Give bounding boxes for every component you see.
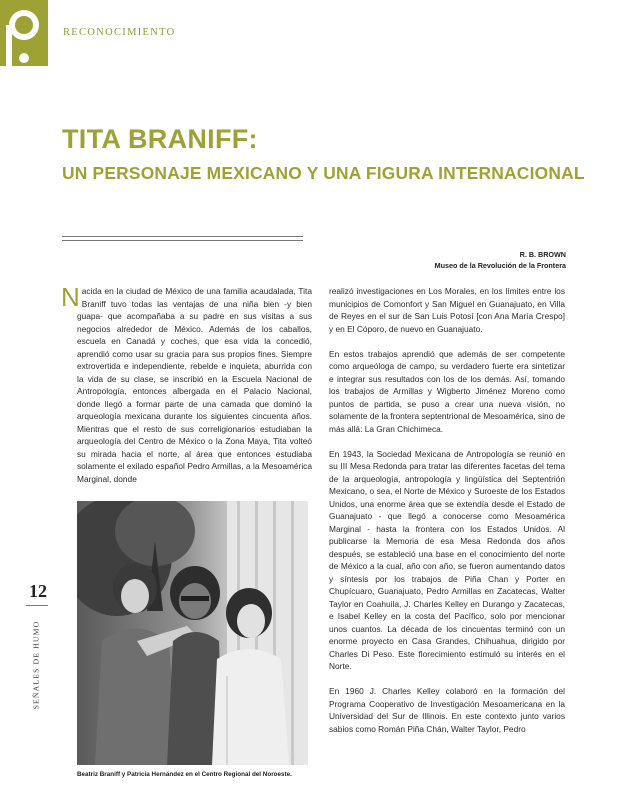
right-column	[329, 285, 565, 748]
author-name: R. B. BROWN	[519, 250, 566, 259]
section-label: RECONOCIMIENTO	[63, 27, 176, 38]
paragraph: En 1943, la Sociedad Mexicana de Antropología se reunió en su III Mesa Redonda para tratar las diferentes facetas del tema de la arqueología, antropología y lingüística del Septentrión Mexicano, o sea, el Norte de México y Suroeste de los Estados Unidos, una enorme área que se extendía desde el Estado de Guanajuato - que llegó a conocerse como Mesoamérica Marginal - hasta la frontera con los Estados Unidos. Al publicarse la Memoria de esa Mesa Redonda dos años después, se estableció una base en el conocimiento del norte de México a la cual, año con año, se fueron aumentando datos y síntesis por los trabajos de Piña Chan y Porter en Chupícuaro, Guanajuato, Pedro Armillas en Zacatecas, Walter Taylor en Coahuila, J. Charles Kelley en Durango y Zacatecas, e Isabel Kelley en la costa del Pacífico, solo por mencionar unos cuantos. La década de los cincuentas terminó con un enorme proyecto en Casa Grandes, Chihuahua, dirigido por Charles Di Peso. Este florecimiento estimuló su interés en el Norte.	[329, 448, 565, 671]
photo-caption: Beatriz Braniff y Patricia Hernández en el Centro Regional del Noroeste.	[77, 771, 292, 778]
drop-cap: N	[61, 282, 80, 312]
author-affiliation: Museo de la Revolución de la Frontera	[434, 260, 566, 270]
paragraph: En 1960 J. Charles Kelley colaboró en la formación del Programa Cooperativo de Investigación Mesoamericana en la Universidad del Sur de Illinois. En este contexto junto varios sabios como Román Piña Chán, Walter Taylor, Pedro	[329, 686, 565, 734]
divider-rule	[62, 236, 303, 237]
byline	[435, 250, 566, 271]
left-column	[61, 282, 312, 498]
paragraph: realizó investigaciones en Los Morales, en los límites entre los municipios de Comonfort y San Miguel en Guanajuato, en Villa de Reyes en el sur de San Luis Potosí [con Ana María Crespo] y en El Cóporo, de nuevo en Guanajuato.	[329, 286, 565, 334]
article-subtitle: UN PERSONAJE MEXICANO Y UNA FIGURA INTERNACIONAL	[62, 163, 585, 183]
article-title: TITA BRANIFF:	[62, 124, 258, 154]
page-number: 12	[29, 581, 47, 601]
magazine-name: SEÑALES DE HUMO	[31, 620, 41, 710]
divider-rule	[62, 240, 303, 241]
paragraph: En estos trabajos aprendió que además de ser competente como arqueóloga de campo, su verdadero fuerte era sintetizar e integrar sus resultados con los de los demás. Así, tomando los trabajos de Armillas y Wigberto Jiménez Moreno como puntos de partida, se puso a crear una nueva visión, no solamente de la frontera septentrional de Mesoamérica, sino de más allá: La Gran Chichimeca.	[329, 348, 565, 434]
article-photo	[77, 501, 308, 765]
page-number-rule	[26, 605, 48, 606]
paragraph-text: acida en la ciudad de México de una familia acaudalada, Tita Braniff tuvo todas las ventajas de una niña bien -y bien guapa- que acompañaba a su padre en sus visitas a sus negocios alrededor de México. Además de los caballos, escuela en Canadá y coches, que esa vida la concedió, aprendió como usar su gracia para sus propios fines. Siempre extrovertida e independiente, rebelde e inquieta, aburrida con la vida de su clase, se inscribió en la Escuela Nacional de Antropología, entonces albergada en el Palacio Nacional, donde llegó a formar parte de una camada que dominó la arqueología mexicana durante los siguientes cincuenta años. Mientras que el resto de sus correligionarios estudiaban la arqueología del Centro de México o la Zona Maya, Tita volteó su mirada hacia el norte, al área que entonces estudiaba solamente el exilado español Pedro Armillas, a la Mesoamérica Marginal, donde	[77, 286, 312, 484]
paragraph	[61, 282, 312, 485]
magazine-logo-icon	[0, 0, 48, 66]
